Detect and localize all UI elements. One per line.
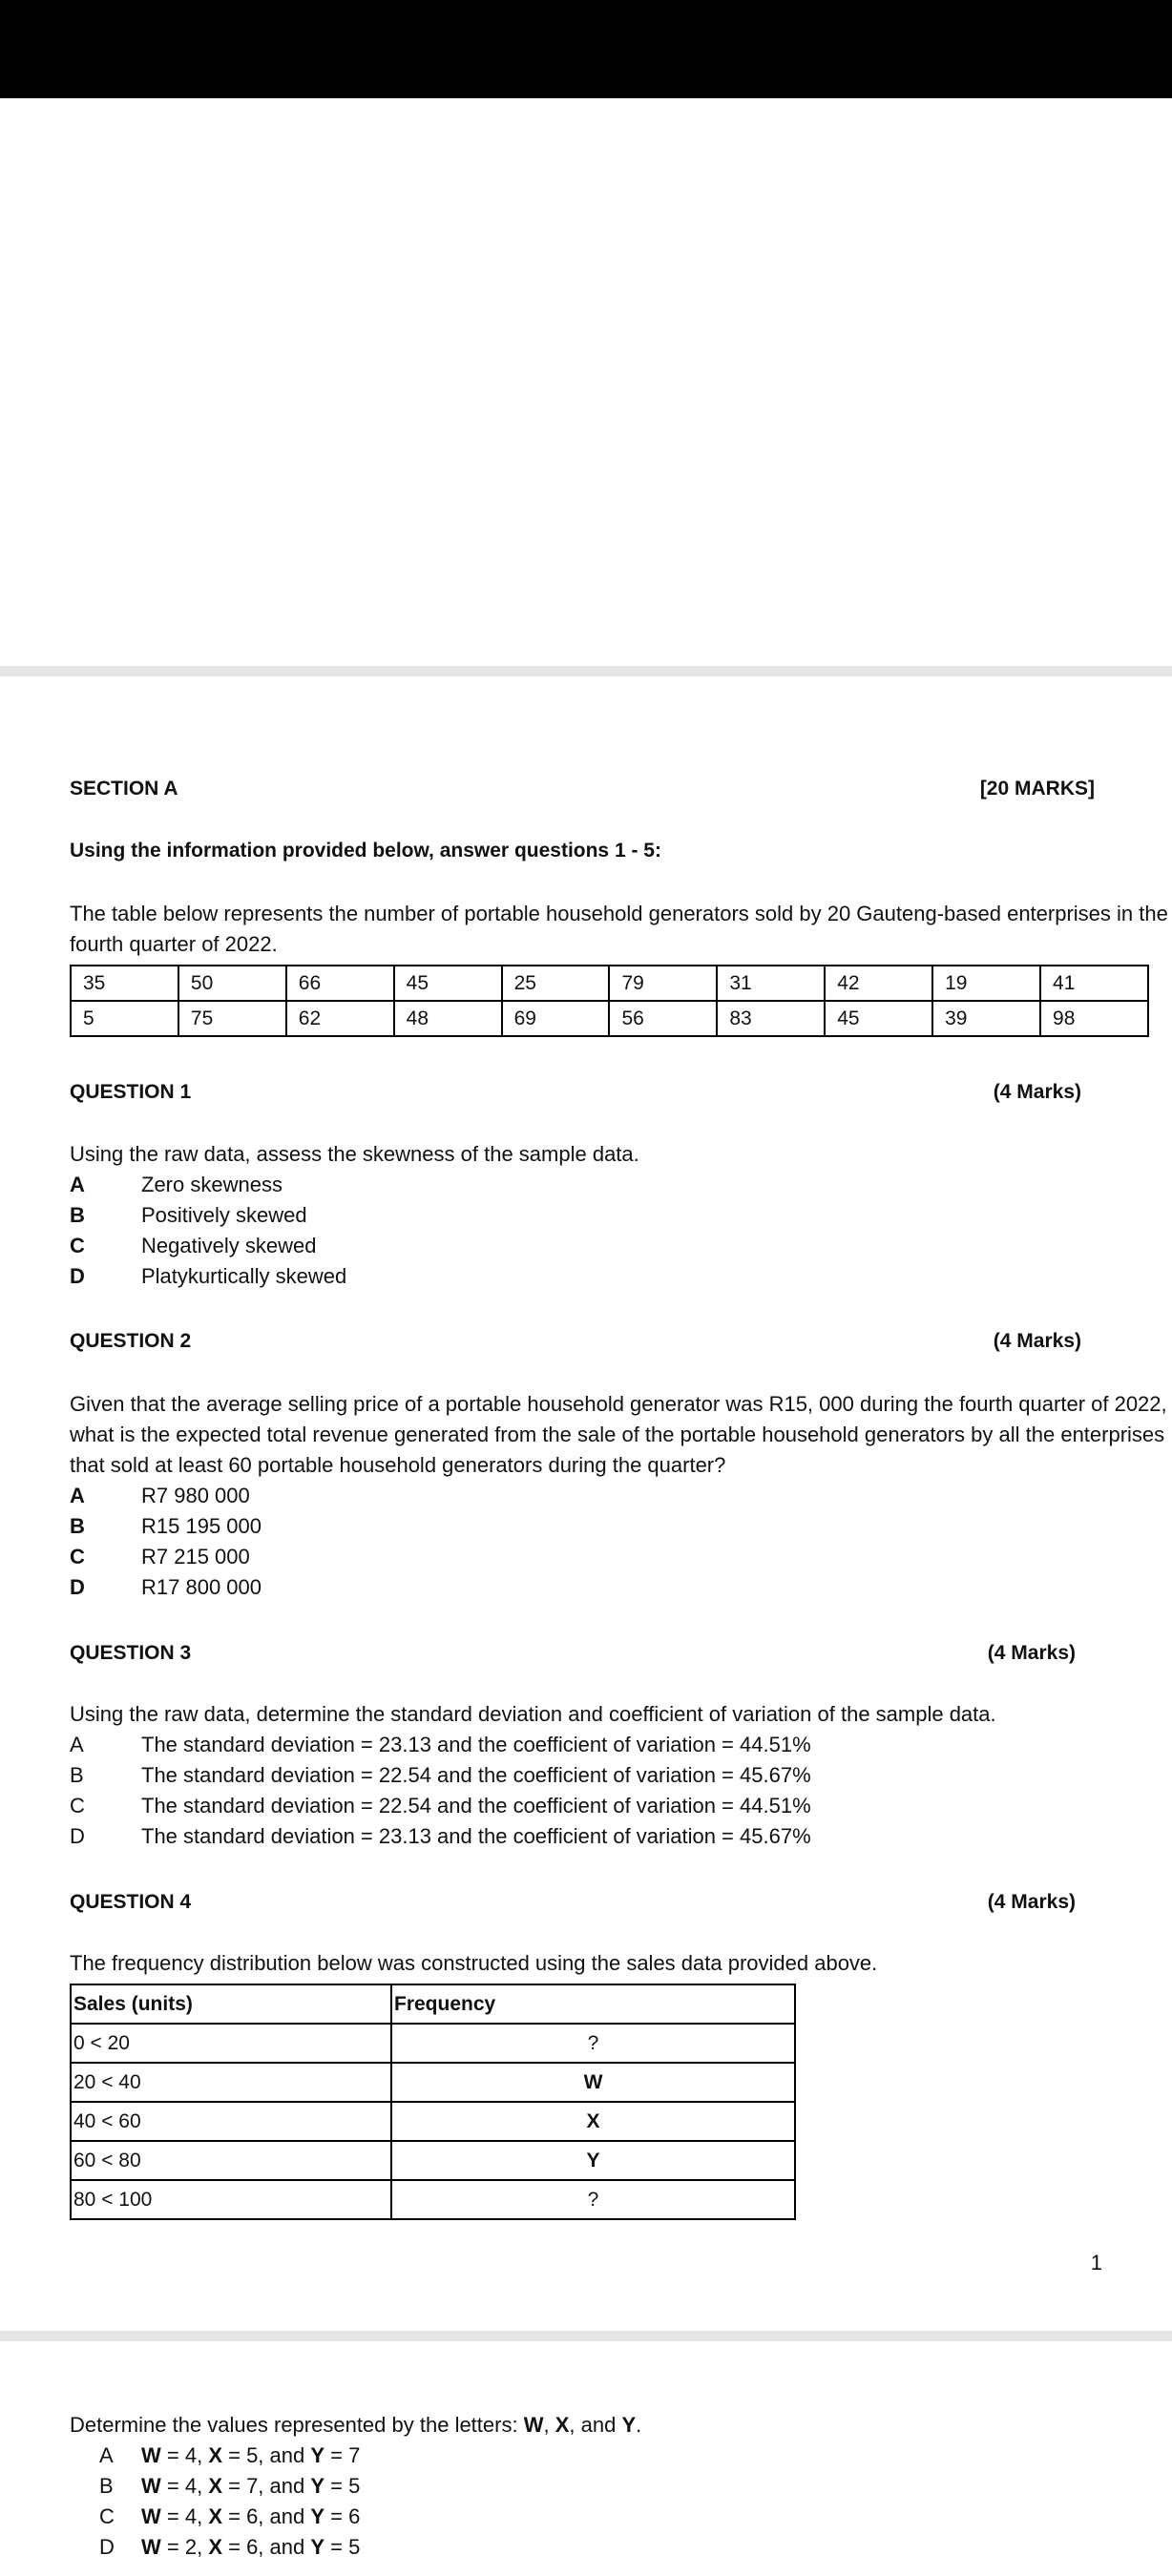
- viewer-top-bar: [0, 0, 1172, 98]
- determine-text: Determine the values represented by the letters:: [70, 2413, 524, 2437]
- table-cell: 50: [178, 966, 286, 1001]
- question-4-marks: (4 Marks): [987, 1891, 1076, 1913]
- table-row: [71, 966, 1148, 1001]
- option-text: The standard deviation = 23.13 and the coefficient of variation = 44.51%: [141, 1733, 811, 1756]
- value-text: = 6, and: [222, 2504, 311, 2528]
- table-cell: X: [391, 2102, 795, 2141]
- table-header-row: [71, 1984, 795, 2024]
- question-3-text: Using the raw data, determine the standard deviation and coefficient of variation of the sample data.: [70, 1702, 996, 1726]
- table-header-cell: Sales (units): [71, 1984, 391, 2024]
- value-text: = 5, and: [222, 2443, 311, 2467]
- table-cell: 19: [932, 966, 1040, 1001]
- table-row: [71, 2063, 795, 2102]
- option-letter: A: [99, 2443, 114, 2467]
- question-1-marks: (4 Marks): [993, 1081, 1081, 1103]
- option-letter: A: [70, 1173, 85, 1196]
- letter-x: X: [208, 2535, 222, 2559]
- option-text: The standard deviation = 23.13 and the coefficient of variation = 45.67%: [141, 1824, 811, 1848]
- intro-line-1: The table below represents the number of portable household generators sold by 20 Gauteng-based enterprises in the: [70, 902, 1168, 925]
- option-letter: C: [70, 1234, 85, 1257]
- letter-w: W: [141, 2504, 161, 2528]
- option-letter: D: [99, 2535, 115, 2559]
- option-text: [141, 2532, 360, 2563]
- table-cell: 75: [178, 1001, 286, 1036]
- option-text: [141, 2441, 360, 2471]
- letter-y: Y: [310, 2504, 325, 2528]
- value-text: = 2,: [160, 2535, 209, 2559]
- letter-y: Y: [310, 2474, 325, 2498]
- option-text: R7 215 000: [141, 1545, 250, 1568]
- table-row: [71, 2141, 795, 2180]
- table-cell: 69: [502, 1001, 610, 1036]
- table-cell: 79: [609, 966, 717, 1001]
- option-text: R17 800 000: [141, 1575, 262, 1599]
- question-2-line-3: that sold at least 60 portable household generators during the quarter?: [70, 1453, 726, 1477]
- table-cell: W: [391, 2063, 795, 2102]
- table-row: [71, 2180, 795, 2219]
- table-cell: 25: [502, 966, 610, 1001]
- value-text: = 4,: [160, 2443, 209, 2467]
- value-text: = 5: [324, 2535, 361, 2559]
- table-cell: 45: [394, 966, 502, 1001]
- table-cell: 48: [394, 1001, 502, 1036]
- question-2-line-1: Given that the average selling price of a portable household generator was R15, 000 during the fourth quarter of 2022,: [70, 1392, 1167, 1416]
- page-number: 1: [1090, 2251, 1102, 2275]
- option-letter: D: [70, 1575, 85, 1599]
- separator: ,: [543, 2413, 555, 2437]
- table-cell: 20 < 40: [71, 2063, 391, 2102]
- letter-w: W: [523, 2413, 544, 2437]
- value-text: = 6: [324, 2504, 361, 2528]
- letter-y: Y: [310, 2535, 325, 2559]
- intro-line-2: fourth quarter of 2022.: [70, 932, 278, 956]
- letter-y: Y: [310, 2443, 325, 2467]
- letter-x: X: [555, 2413, 570, 2437]
- letter-x: X: [208, 2443, 222, 2467]
- table-cell: ?: [391, 2024, 795, 2063]
- table-cell: 80 < 100: [71, 2180, 391, 2219]
- letter-w: W: [141, 2474, 161, 2498]
- table-cell: 62: [286, 1001, 394, 1036]
- option-text: [141, 2502, 360, 2532]
- option-letter: B: [99, 2474, 114, 2498]
- option-letter: D: [70, 1264, 85, 1288]
- option-letter: B: [70, 1203, 85, 1227]
- value-text: = 4,: [160, 2504, 209, 2528]
- value-text: = 5: [324, 2474, 361, 2498]
- letter-w: W: [141, 2443, 161, 2467]
- option-text: Positively skewed: [141, 1203, 307, 1227]
- table-cell: 35: [71, 966, 178, 1001]
- question-2-line-2: what is the expected total revenue generated from the sale of the portable household generators by all the enterprises: [70, 1423, 1165, 1446]
- option-letter: C: [70, 1545, 85, 1568]
- option-letter: D: [70, 1824, 85, 1848]
- letter-x: X: [208, 2474, 222, 2498]
- letter-w: W: [141, 2535, 161, 2559]
- instruction: Using the information provided below, answer questions 1 - 5:: [70, 840, 661, 862]
- value-text: = 7: [324, 2443, 361, 2467]
- option-letter: C: [99, 2504, 115, 2528]
- table-row: [71, 1001, 1148, 1036]
- option-letter: A: [70, 1484, 85, 1507]
- question-2-title: QUESTION 2: [70, 1330, 192, 1352]
- table-header-cell: Frequency: [391, 1984, 795, 2024]
- option-letter: A: [70, 1733, 84, 1756]
- question-3-title: QUESTION 3: [70, 1642, 192, 1664]
- option-text: R15 195 000: [141, 1514, 262, 1538]
- table-cell: 45: [825, 1001, 932, 1036]
- value-text: = 6, and: [222, 2535, 311, 2559]
- question-4-text: The frequency distribution below was constructed using the sales data provided above.: [70, 1951, 878, 1975]
- option-text: R7 980 000: [141, 1484, 250, 1507]
- table-cell: 40 < 60: [71, 2102, 391, 2141]
- letter-y: Y: [621, 2413, 637, 2437]
- table-cell: 5: [71, 1001, 178, 1036]
- option-letter: B: [70, 1763, 84, 1787]
- option-text: The standard deviation = 22.54 and the coefficient of variation = 45.67%: [141, 1763, 811, 1787]
- page-separator: [0, 666, 1172, 676]
- option-text: [141, 2471, 360, 2502]
- question-1-title: QUESTION 1: [70, 1081, 192, 1103]
- page-separator: [0, 2331, 1172, 2341]
- table-cell: 31: [717, 966, 825, 1001]
- option-letter: B: [70, 1514, 85, 1538]
- question-3-marks: (4 Marks): [987, 1642, 1076, 1664]
- table-cell: 83: [717, 1001, 825, 1036]
- question-2-marks: (4 Marks): [993, 1330, 1081, 1352]
- table-cell: 98: [1040, 1001, 1148, 1036]
- table-cell: 42: [825, 966, 932, 1001]
- value-text: = 4,: [160, 2474, 209, 2498]
- table-cell: 60 < 80: [71, 2141, 391, 2180]
- table-cell: 39: [932, 1001, 1040, 1036]
- table-cell: ?: [391, 2180, 795, 2219]
- option-text: Negatively skewed: [141, 1234, 317, 1257]
- frequency-table: [70, 1984, 796, 2220]
- separator: .: [636, 2413, 642, 2437]
- table-cell: Y: [391, 2141, 795, 2180]
- table-cell: 0 < 20: [71, 2024, 391, 2063]
- raw-data-table: [70, 965, 1149, 1037]
- table-cell: 56: [609, 1001, 717, 1036]
- value-text: = 7, and: [222, 2474, 311, 2498]
- option-letter: C: [70, 1794, 85, 1818]
- table-cell: 66: [286, 966, 394, 1001]
- section-title: SECTION A: [70, 778, 178, 800]
- question-4-determine: [70, 2410, 641, 2441]
- question-4-title: QUESTION 4: [70, 1891, 192, 1913]
- option-text: Platykurtically skewed: [141, 1264, 347, 1288]
- option-text: Zero skewness: [141, 1173, 283, 1196]
- table-row: [71, 2102, 795, 2141]
- separator: , and: [569, 2413, 622, 2437]
- question-1-text: Using the raw data, assess the skewness of the sample data.: [70, 1142, 639, 1166]
- table-row: [71, 2024, 795, 2063]
- letter-x: X: [208, 2504, 222, 2528]
- table-cell: 41: [1040, 966, 1148, 1001]
- option-text: The standard deviation = 22.54 and the coefficient of variation = 44.51%: [141, 1794, 811, 1818]
- section-marks: [20 MARKS]: [979, 778, 1095, 800]
